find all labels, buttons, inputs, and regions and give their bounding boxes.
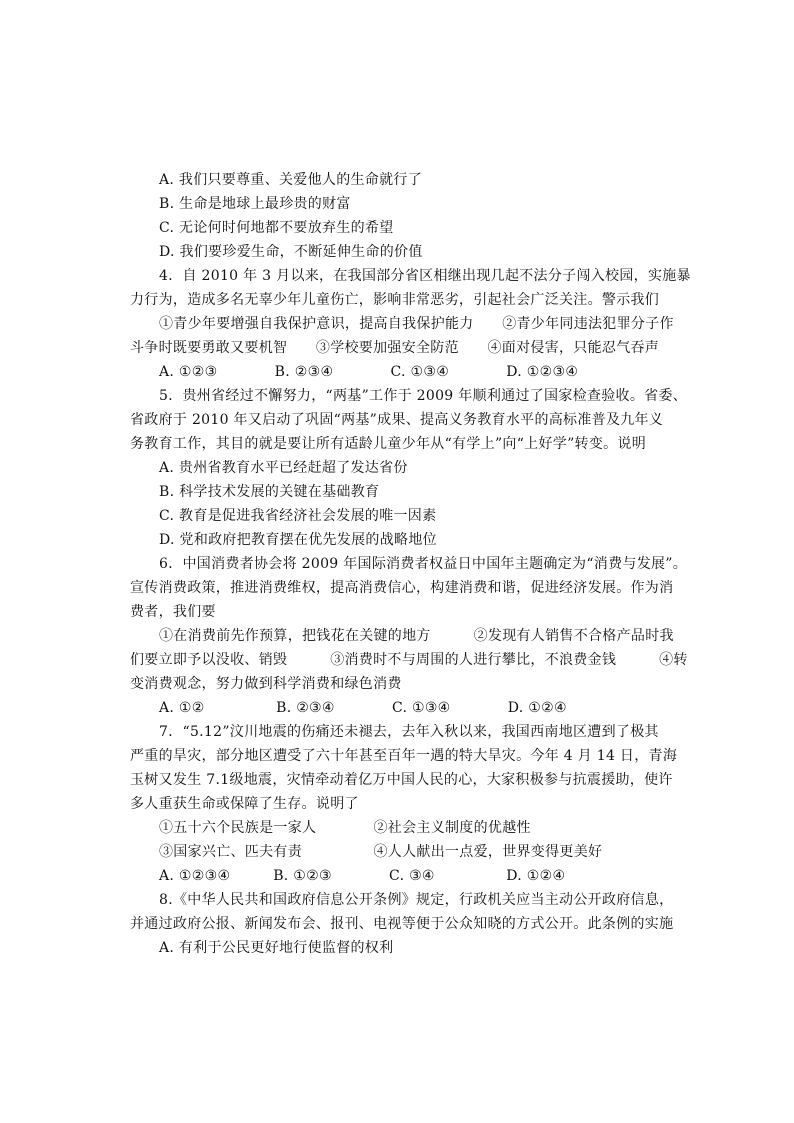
question-6-items-line-3: 变消费观念，努力做到科学消费和绿色消费 <box>130 676 402 692</box>
question-6-options: A. ①② B. ②③④ C. ①③④ D. ①②④ <box>159 700 567 716</box>
question-6-line-1: 6．中国消费者协会将 2009 年国际消费者权益日中国年主题确定为“消费与发展”。 <box>159 556 688 572</box>
option-b-q3: B. 生命是地球上最珍贵的财富 <box>159 196 351 212</box>
question-4-items-line-2: 斗争时既要勇敢又要机智 ③学校要加强安全防范 ④面对侵害，只能忍气吞声 <box>130 340 660 356</box>
option-b-q5: B. 科学技术发展的关键在基础教育 <box>159 484 380 500</box>
question-7-options: A. ①②③④ B. ①②③ C. ③④ D. ①②④ <box>159 868 566 884</box>
question-7-line-3: 玉树又发生 7.1级地震，灾情牵动着亿万中国人民的心，大家积极参与抗震援助，使许 <box>130 772 673 788</box>
question-5-line-2: 省政府于 2010 年又启动了巩固“两基”成果、提高义务教育水平的高标准普及九年义 <box>130 412 664 428</box>
question-8-line-1: 8.《中华人民共和国政府信息公开条例》规定，行政机关应当主动公开政府信息， <box>159 892 674 908</box>
question-4-line-1: 4．自 2010 年 3 月以来，在我国部分省区相继出现几起不法分子闯入校园，实施暴 <box>159 268 691 284</box>
option-d-q5: D. 党和政府把教育摆在优先发展的战略地位 <box>159 532 437 548</box>
question-6-items-line-2: 们要立即予以没收、销毁 ③消费时不与周围的人进行攀比，不浪费金钱 ④转 <box>130 652 688 668</box>
question-7-items-line-1: ①五十六个民族是一家人 ②社会主义制度的优越性 <box>159 820 531 836</box>
question-6-line-3: 费者，我们要 <box>130 604 216 620</box>
option-a-q5: A. 贵州省教育水平已经赶超了发达省份 <box>159 460 408 476</box>
question-7-items-line-2: ③国家兴亡、匹夫有责 ④人人献出一点爱，世界变得更美好 <box>159 844 603 860</box>
option-c-q5: C. 教育是促进我省经济社会发展的唯一因素 <box>159 508 437 524</box>
question-7-line-4: 多人重获生命或保障了生存。说明了 <box>130 796 359 812</box>
question-4-items-line-1: ①青少年要增强自我保护意识，提高自我保护能力 ②青少年同违法犯罪分子作 <box>159 316 674 332</box>
option-a-q8: A. 有利于公民更好地行使监督的权利 <box>159 940 394 956</box>
question-5-line-1: 5．贵州省经过不懈努力，“两基”工作于 2009 年顺利通过了国家检查验收。省委、 <box>159 388 688 404</box>
question-7-line-2: 严重的旱灾，部分地区遭受了六十年甚至百年一遇的特大旱灾。今年 4 月 14 日，青海 <box>130 748 678 764</box>
option-c-q3: C. 无论何时何地都不要放弃生的希望 <box>159 220 394 236</box>
question-7-line-1: 7．“5.12”汶川地震的伤痛还未褪去，去年入秋以来，我国西南地区遭到了极其 <box>159 724 659 740</box>
question-6-line-2: 宣传消费政策，推进消费维权，提高消费信心，构建消费和谐，促进经济发展。作为消 <box>130 580 674 596</box>
question-4-line-2: 力行为，造成多名无辜少年儿童伤亡，影响非常恶劣，引起社会广泛关注。警示我们 <box>130 292 660 308</box>
question-5-line-3: 务教育工作，其目的就是要让所有适龄儿童少年从“有学上”向“上好学”转变。说明 <box>130 436 647 452</box>
option-d-q3: D. 我们要珍爱生命，不断延伸生命的价值 <box>159 244 423 260</box>
option-a-q3: A. 我们只要尊重、关爱他人的生命就行了 <box>159 172 423 188</box>
question-6-items-line-1: ①在消费前先作预算，把钱花在关键的地方 ②发现有人销售不合格产品时我 <box>159 628 674 644</box>
question-4-options: A. ①②③ B. ②③④ C. ①③④ D. ①②③④ <box>159 364 579 380</box>
question-8-line-2: 并通过政府公报、新闻发布会、报刊、电视等便于公众知晓的方式公开。此条例的实施 <box>130 916 674 932</box>
